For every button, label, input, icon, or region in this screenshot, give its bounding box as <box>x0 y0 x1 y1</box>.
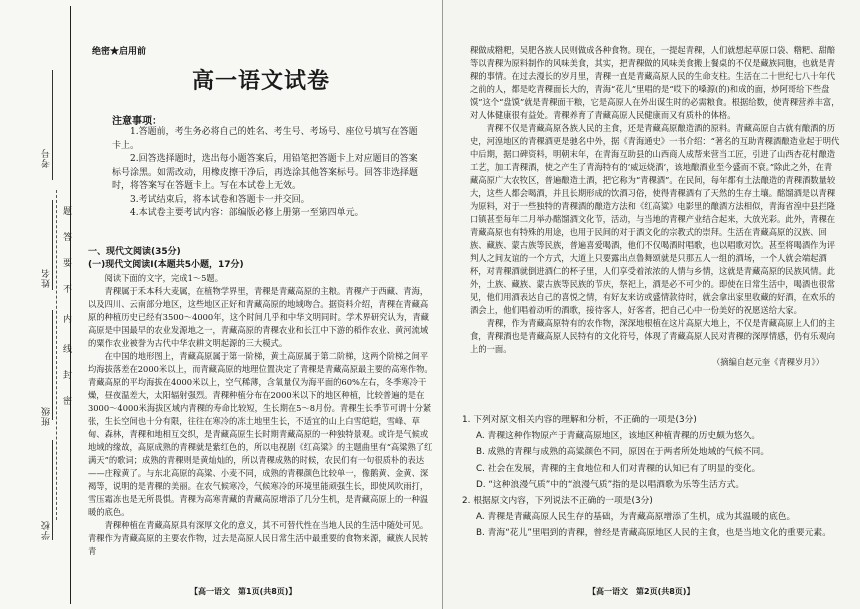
school-blank <box>52 440 53 540</box>
question-stem: 1. 下列对原文相关内容的理解和分析，不正确的一项是(3分) <box>462 415 697 425</box>
section-heading: 一、现代文阅读(35分) <box>88 247 181 257</box>
notice-item: 4.本试卷主要考试内容：部编版必修上册第一至第四单元。 <box>130 208 364 218</box>
answer-option: D. “这种浪漫气质”中的“浪漫气质”指的是以唱酒歌为乐等生活方式。 <box>476 479 745 490</box>
seal-char: 答 <box>61 232 71 241</box>
binding-gutter <box>0 0 72 609</box>
seal-dashed-line <box>56 190 57 520</box>
instruction: 阅读下面的文字，完成1～5题。 <box>104 273 224 283</box>
answer-option: B. 青海“花儿”里唱到的青稞，曾经是青藏高原地区人民的主食，也是当地文化的重要元素。 <box>476 528 832 539</box>
passage-continued <box>470 44 840 369</box>
seal-char: 要 <box>61 258 71 267</box>
answer-option: C. 社会在发展，青稞的主食地位和人们对青稞的认知已有了明显的变化。 <box>476 463 761 474</box>
name-blank <box>52 200 53 290</box>
seal-char: 密 <box>61 396 71 405</box>
question-stem: 2. 根据原文内容，下列说法不正确的一项是(3分) <box>462 496 653 507</box>
label-exam-id: 考号 <box>42 148 52 168</box>
passage-paragraph: 青稞，作为青藏高原特有的农作物，深深地根植在这片高原大地上，不仅是青藏高原上人们的主食，青稞酒也是青藏高原人民特有的文化符号，体现了青藏高原人民对青稞的深厚情感，仍有乐观向上的一面。 <box>470 318 836 354</box>
label-class: 班级 <box>42 406 52 426</box>
notice-heading: 注意事项： <box>112 116 162 127</box>
seal-char: 线 <box>61 344 71 353</box>
seal-char: 题 <box>61 206 71 215</box>
notice-item: 1.答题前，考生务必将自己的姓名、考生号、考场号、座位号填写在答题卡上。 <box>112 127 418 151</box>
label-name: 姓名 <box>42 268 52 288</box>
page-footer: 【高一语文 第1页(共8页)】 <box>190 587 297 596</box>
confidential-mark: 绝密★启用前 <box>92 47 147 57</box>
exam-id-blank <box>52 70 53 180</box>
notice-list <box>112 126 424 221</box>
page-footer: 【高一语文 第2页(共8页)】 <box>588 587 695 596</box>
passage-paragraph: 稞做成糌粑，吴肥各族人民则做成各种食物。现在，一提起青稞，人们就想起草原口袋、糌粑、甜醅等以青稞为原料制作的风味美食，其实，把青稞做的风味美食搬上餐桌的不仅是藏族同胞，也就是青稞的事情。在过去漫长的岁月里，青稞一直是青藏高原人民的生命支柱。生活在二十世纪七八十年代之前的人，都是吃青稞面长大的，青海“花儿”里唱的是“哎下的嗓源(的)和成的面，炒阿哥给下些盘馍”这个“盘馍”就是青稞面干粮，它是高原人在外出谋生时的必需粮食。根据给数，使青稞营养丰富，对人体健康很有益处。青稞养育了青藏高原人民健康而又有质朴的体格。 <box>470 45 840 120</box>
answer-option: B. 成熟的青稞与成熟的高粱颜色不同，原因在于两者所处地域的气候不同。 <box>476 447 770 458</box>
exam-page-2 <box>442 0 860 609</box>
binding-line <box>70 6 71 604</box>
passage-paragraph: 青稞不仅是青藏高原各族人民的主食，还是青藏高原酿造酒的原料。青藏高原自古就有酿酒的历史，河湟地区的青稞酒更是驰名中外，据《青海通史》一书介绍：“著名的互助青稞酒酿造业起于明代中后期，据口碑资料，明朝末年，在青海互助县的山西商人成帮来营当工匠，引进了山西杏花村酿造工艺，加工青稞酒，使之产生了青海特有的‘威远烧酒’，该地酿酒业至今盛而不衰。”除此之外，在青藏高原广大农牧区，普遍酿造土酒，把它称为“青稞酒”。在民间，每年都有土法酿造的青稞酒数量较大，这些人都会喝酒，并且长期形成的饮酒习俗，使得青稞酒有了天然的生存土壤。酩馏酒是以青稞为原料，对于一些独特的青稞酒的酿造方法和《红高粱》电影里的酿酒方法相似，青海省湟中县拦隆口镇甚至每年二月举办酩馏酒文化节，活动，与当地的青稞产业结合起来，大放光彩。此外，青稞在青藏高原也有特殊的用途，也用于民间的对于酒文化的宗教式的崇拜。生活在青藏高原的汉族、回族、藏族、蒙古族等民族，普遍喜爱喝酒，他们不仅喝酒时唱歌，也以唱歌对饮。甚至将喝酒作为评判人之间友谊的一个方式，大道上只要露出点鲁舞颂就是只那五人一组的酒场，一个人就会端起酒杯，对青稞酒就倒进酒仁的杯子里，人们享受着浓浓的人情与乡情，这就是青藏高原的民族风情。此外，土族、藏族、蒙古族等民族的节庆，祭祀上，酒是必不可少的。即使在日常生活中，喝酒也很常见，他们用酒表达自己的喜悦之情，有好友来访或盛情款待时，就会拿出家里收藏的好酒，在欢乐的酒会上，他们唱着动听的酒歌，接待客人，好客者，把自己心中一份美好的祝愿送给大家。 <box>470 123 840 315</box>
subsection-heading: (一)现代文阅读Ⅰ(本题共5小题，17分) <box>88 260 244 270</box>
answer-option: A. 青稞这种作物原产于青藏高原地区，该地区种植青稞的历史颇为悠久。 <box>476 431 761 442</box>
class-blank <box>52 310 53 420</box>
passage-paragraph: 在中国的地形图上，青藏高原属于第一阶梯，黄土高原属于第二阶梯，这两个阶梯之间平均海拔落差在2000米以上，而青藏高原的地理位置决定了青稞是青藏高原最主要的高寒作物。青藏高原的平均海拔在4000米以上，空气稀薄，含氧量仅为海平面的60%左右，冬季寒冷干燥，昼夜温差大，太阳辐射强烈。青稞种植分布在2000米以下的地区种植，比较普遍的是在3000～4000米海拔区域内青稞的寿命比较短，生长期在5～8月份。青稞生长季节可谓十分紧张，生长空间也十分有限，往往在寒冷的冻土地里生长，不适宜的山上白雪皑皑，雪峰、草甸、森林，青稞和地相互交织，是青藏高原生长时期青藏高原的一种独特景观。或许是气候或地域的缘故，高原成熟的青稞就是紫红色的，所以电视剧《红高粱》的主题曲里有“高粱熟了红满天”的歌词；成熟的青稞则是黄灿灿的，所以青稞成熟的时候，农民们有一句很质朴的表达——庄稼黄了。与东北高原的高粱、小麦不同，成熟的青稞颜色比较单一，像鹅黄、金黄、深褐等，说明的是青稞的美丽。在农气候寒冷，气候寒冷的环境里能顽强生长，即使风吹雨打，雪压霜冻也是无所畏惧。青稞为高寒青藏的青藏高原增添了几分生机，是青藏高原上的一种温暖的底色。 <box>88 351 433 517</box>
question-list <box>462 412 842 542</box>
notice-item: 3.考试结束后，将本试卷和答题卡一并交回。 <box>130 194 310 205</box>
seal-char: 不 <box>61 284 71 293</box>
reading-section <box>88 246 434 558</box>
seal-char: 封 <box>61 370 71 379</box>
page-divider <box>442 0 443 609</box>
seal-char: 内 <box>61 314 71 323</box>
passage-paragraph: 青稞种植在青藏高原具有深厚文化的意义，其不可替代性在当地人民的生活中随处可见。青稞作为青藏高原的主要农作物，过去是高原人民日常生活中最重要的食物来源，藏族人民转青 <box>88 520 429 556</box>
answer-option: A. 青稞是青藏高原人民生存的基础，为青藏高原增添了生机，成为其温暖的底色。 <box>476 512 796 523</box>
label-school: 学校 <box>42 520 52 540</box>
passage-paragraph: 青稞属于禾本科大麦属，在植物学界里，青稞是青藏高原的主粮。青稞产于西藏、青海，以及四川、云南部分地区，这些地区正好和青藏高原的地域吻合。据资料介绍，青稞在青藏高原的种植历史已经有3500～4000年，这个时间几乎和中华文明同时。学术界研究认为，青藏高原是中国最早的农业发源地之一，青藏高原的青稞农业和长江中下游的稻作农业、黄河流域的粟作农业被誉为古代中华农耕文明起源的三大模式。 <box>88 286 429 348</box>
notice-item: 2.回答选择题时，选出每小题答案后，用铅笔把答题卡上对应题目的答案标号涂黑。如需改动，用橡皮擦干净后，再选涂其他答案标号。回答非选择题时，将答案写在答题卡上。写在本试卷上无效。 <box>112 154 419 191</box>
source-citation: （摘编自赵元奎《青稞岁月》） <box>711 357 824 367</box>
exam-title: 高一语文试卷 <box>191 69 330 94</box>
